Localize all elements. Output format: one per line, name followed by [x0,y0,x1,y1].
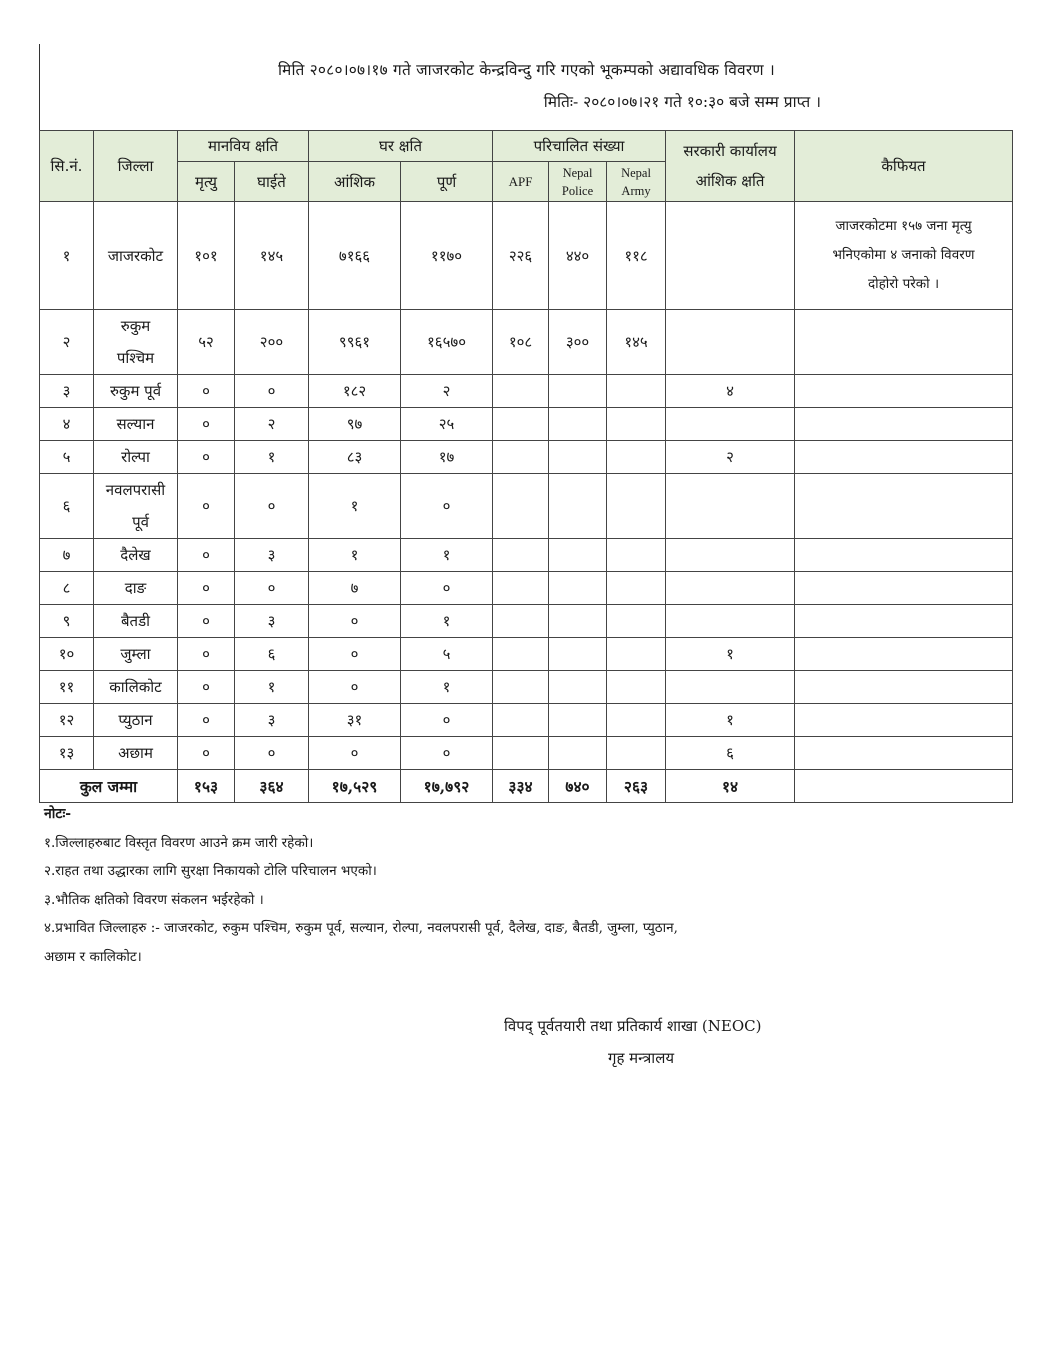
report-title: मिति २०८०।०७।१७ गते जाजरकोट केन्द्रविन्दु गरि गएको भूकम्पको अद्यावधिक विवरण । [278,61,775,79]
left-margin-rule [39,44,40,130]
note-4: ४.प्रभावित जिल्लाहरु :- जाजरकोट, रुकुम पश्चिम, रुकुम पूर्व, सल्यान, रोल्पा, नवलपरासी पूर्व, दैलेख, दाङ, बैतडी, जुम्ला, प्युठान, [44,920,678,936]
table-row: ८ दाङ ० ० ७ ० [40,572,1013,605]
header-injured: घाईते [235,162,309,202]
table-row: ३ रुकुम पूर्व ० ० १८२ २ ४ [40,375,1013,408]
total-row: कुल जम्मा १५३ ३६४ १७,५२९ १७,७९२ ३३४ ७४० २६३ १४ [40,770,1013,803]
table-row: ९ बैतडी ० ३ ० १ [40,605,1013,638]
report-subtitle: मितिः- २०८०।०७।२१ गते १०:३० बजे सम्म प्राप्त । [543,93,821,111]
header-district: जिल्ला [94,131,178,202]
earthquake-loss-table [39,130,1013,803]
note-4-continued: अछाम र कालिकोट। [44,948,142,965]
notes-heading: नोटः- [44,806,72,822]
notes-section [44,800,678,971]
note-2: २.राहत तथा उद्धारका लागि सुरक्षा निकायको टोलि परिचालन भएको। [44,863,377,879]
table-row: १३ अछाम ० ० ० ० ६ [40,737,1013,770]
header-apf: APF [493,162,549,202]
signature-office: विपद् पूर्वतयारी तथा प्रतिकार्य शाखा (NEOC) [504,1017,762,1035]
header-nepal-army: Nepal Army [607,162,666,202]
table-row: ६ नवलपरासी पूर्व ० ० १ ० [40,474,1013,539]
table-row: २ रुकुम पश्चिम ५२ २०० ९९६१ १६५७० १०८ ३०० १४५ [40,310,1013,375]
header-human-loss: मानविय क्षति [178,131,309,162]
header-remarks: कैफियत [795,131,1013,202]
header-partial: आंशिक [309,162,401,202]
table-row: १० जुम्ला ० ६ ० ५ १ [40,638,1013,671]
header-deployed: परिचालित संख्या [493,131,666,162]
table-row: ४ सल्यान ० २ ९७ २५ [40,408,1013,441]
header-nepal-police: Nepal Police [549,162,607,202]
remark-cell: जाजरकोटमा १५७ जना मृत्यु भनिएकोमा ४ जनाको विवरण दोहोरो परेको । [795,202,1013,310]
signature-ministry: गृह मन्त्रालय [608,1049,675,1067]
table-row: ७ दैलेख ० ३ १ १ [40,539,1013,572]
header-full: पूर्ण [401,162,493,202]
header-sn: सि.नं. [40,131,94,202]
table-row: ५ रोल्पा ० १ ८३ १७ २ [40,441,1013,474]
table-row: १ जाजरकोट १०१ १४५ ७१६६ ११७० २२६ ४४० ११८ जाजरकोटमा १५७ जना मृत्यु भनिएकोमा ४ जनाको विवरण दोहोरो परेको । [40,202,1013,310]
header-death: मृत्यु [178,162,235,202]
header-house-loss: घर क्षति [309,131,493,162]
header-govt-office: सरकारी कार्यालय आंशिक क्षति [666,131,795,202]
note-3: ३.भौतिक क्षतिको विवरण संकलन भईरहेको । [44,891,264,908]
table-row: १२ प्युठान ० ३ ३१ ० १ [40,704,1013,737]
note-1: १.जिल्लाहरुबाट विस्तृत विवरण आउने क्रम जारी रहेको। [44,834,314,851]
table-row: ११ कालिकोट ० १ ० १ [40,671,1013,704]
